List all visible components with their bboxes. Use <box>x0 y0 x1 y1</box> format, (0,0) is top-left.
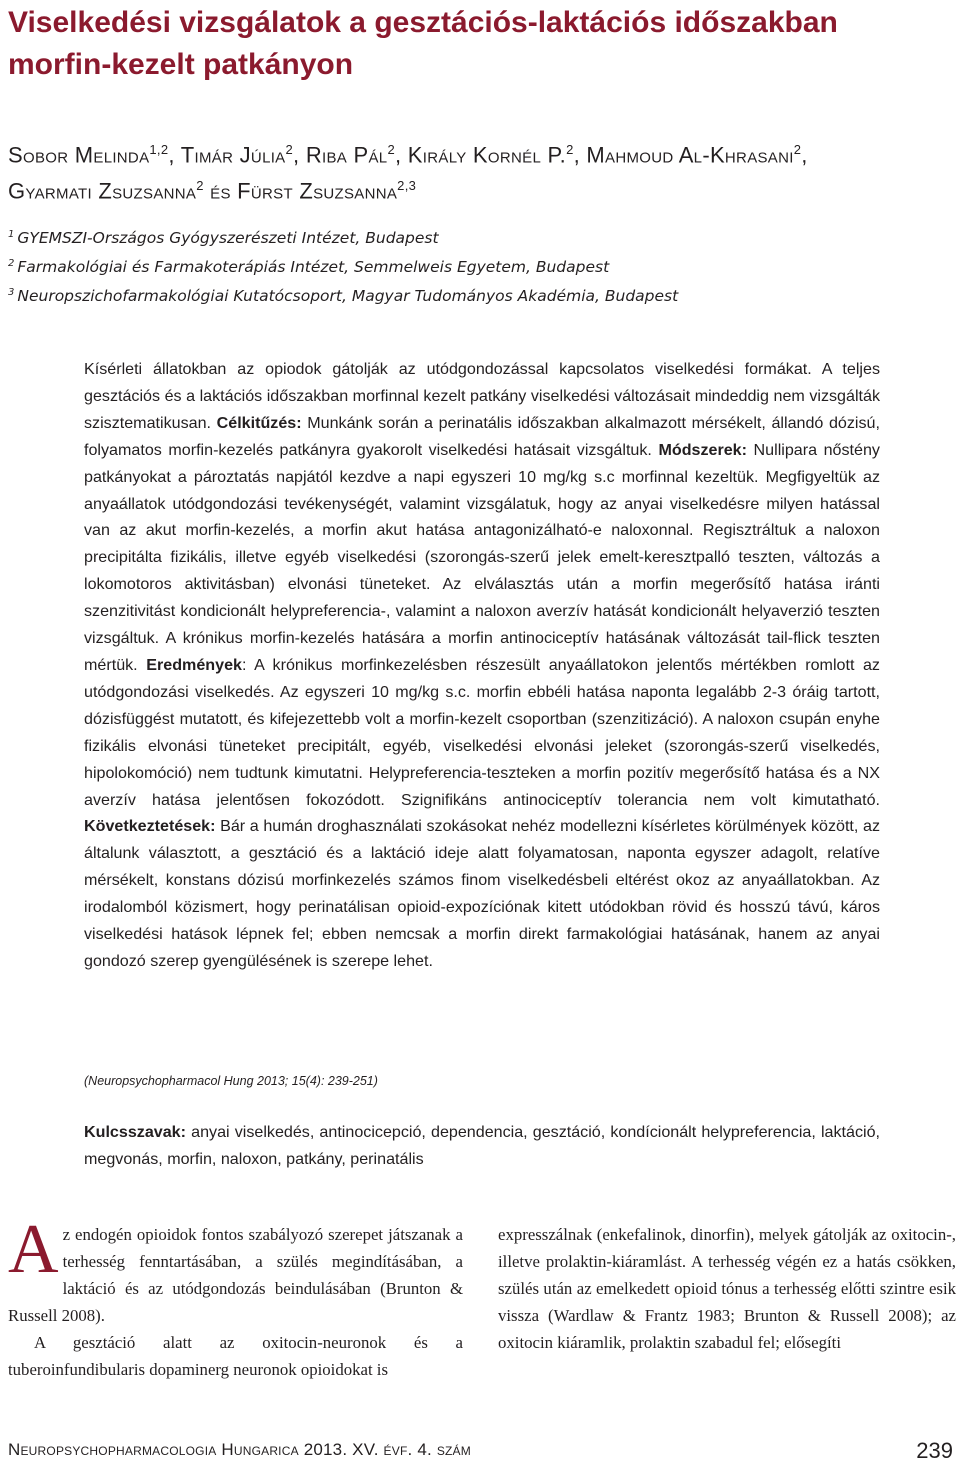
author-affiliation-mark: 2,3 <box>397 178 417 194</box>
affiliation-text: Farmakológiai és Farmakoterápiás Intézet, Semmelweis Egyetem, Budapest <box>17 258 610 277</box>
abstract-intro: Kísérleti állatokban az opiodok gátolják az utódgondozással kapcsolatos viselkedési formákat. A teljes gesztációs és a laktációs időszakban morfinnal kezelt patkány viselkedési változásait mindeddig nem vizsgálták szisztematikusan. <box>84 360 880 432</box>
affiliation-item <box>8 222 953 251</box>
abstract-methods: Nullipara nőstény patkányokat a pároztatás napjától kezdve a napi egyszeri 10 mg/kg s.c morfinnal kezeltük. Megfigyeltük az anyaállatok utódgondozási tevékenységét, valamint vizsgálatuk, hogy az anyai viselkedésre milyen hatással van az akut morfin-kezelés, a morfin akut hatása antagonizálható-e naloxonnal. Regisztráltuk a naloxon precipitálta fizikális, illetve egyéb viselkedési (szorongás-szerű jelek emelt-keresztpalló teszten, változás a lokomotoros aktivitásban) elvonási tüneteket. Az elválasztás után a morfin megerősítő hatása iránti szenzitivitást kondicionált helypreferencia-, valamint a naloxon averzív hatását kondicionált helyaverzió teszten vizsgáltuk. A krónikus morfin-kezelés hatására a morfin antinociceptív hatásának változását tail-flick teszten mértük. <box>84 440 880 674</box>
author-name: , Timár Júlia <box>168 142 286 168</box>
drop-cap: A <box>8 1211 59 1288</box>
author-affiliation-mark: 1,2 <box>149 142 169 157</box>
body-paragraph-text: z endogén opioidok fontos szabályozó szerepet játszanak a terhesség fenntartásában, a szülés megindításában, a laktáció és az utódgondozás beindulásában (Brunton & Russell 2008). <box>8 1225 463 1325</box>
author-name: Sobor Melinda <box>8 142 150 168</box>
journal-name: Neuropsychopharmacologia Hungarica 2013. XV. évf. 4. szám <box>8 1440 471 1459</box>
keywords-label: Kulcsszavak: <box>84 1123 186 1141</box>
affiliation-item <box>8 280 953 309</box>
keywords <box>84 1119 880 1173</box>
affiliation-text: GYEMSZI-Országos Gyógyszerészeti Intézet, Budapest <box>17 229 439 248</box>
author-separator: , <box>801 142 808 168</box>
author-name: , Király Kornél P. <box>394 142 567 168</box>
abstract-conclusions-label: Következtetések: <box>84 817 216 836</box>
body-paragraph: expresszálnak (enkefalinok, dinorfin), melyek gátolják az oxitocin-, illetve prolaktin-kiáramlást. A terhesség végén ez a hatás csökken, szülés után az emelkedett opioid tónus a terhesség előtti szintre esik vissza (Wardlaw & Frantz 1983; Brunton & Russell 2008); az oxitocin kiáramlik, prolaktin szabadul fel; elősegíti <box>498 1225 956 1352</box>
body-column-right <box>498 1222 956 1357</box>
abstract-results-label: Eredmények <box>146 655 242 674</box>
affiliation-number: 1 <box>8 229 15 240</box>
keywords-text: anyai viselkedés, antinocicepció, dependencia, gesztáció, kondícionált helypreferencia, laktáció, megvonás, morfin, naloxon, patkány, perinatális <box>84 1123 880 1168</box>
affiliation-number: 2 <box>8 258 15 270</box>
author-line-2 <box>8 170 953 206</box>
article-title: Viselkedési vizsgálatok a gesztációs-laktációs időszakban morfin-kezelt patkányon <box>8 6 838 81</box>
author-name: , Mahmoud Al-Khrasani <box>573 142 794 168</box>
author-affiliation-mark: 2 <box>285 142 294 157</box>
affiliation-number: 3 <box>8 287 15 299</box>
affiliation-item <box>8 251 953 280</box>
body-column-left <box>8 1211 463 1383</box>
body-paragraph <box>8 1211 463 1330</box>
affiliation-text: Neuropszichofarmakológiai Kutatócsoport, Magyar Tudományos Akadémia, Budapest <box>17 287 679 306</box>
abstract-aim: Munkánk során a perinatális időszakban alkalmazott mérsékelt, állandó dózisú, folyamatos morfin-kezelés patkányra gyakorolt viselkedési hatásait vizsgáltuk. <box>84 413 880 459</box>
author-affiliation-mark: 2 <box>387 142 395 157</box>
abstract-methods-label: Módszerek: <box>658 440 747 459</box>
author-name: és Fürst Zsuzsanna <box>203 178 398 204</box>
page-number: 239 <box>916 1438 953 1463</box>
affiliation-list <box>8 222 953 309</box>
page-footer <box>8 1438 953 1464</box>
abstract <box>84 356 880 975</box>
abstract-results: : A krónikus morfinkezelésben részesült anyaállatokon jelentős mértékben romlott az utódgondozási viselkedés. Az egyszeri 10 mg/kg s.c. morfin ebbéli hatása naponta legalább 2-3 óráig tartott, dózisfüggést mutatott, és kifejezettebb volt a morfin-kezelt csoportban (szenzitizáció). A naloxon csupán enyhe fizikális elvonási tüneteket precipitált, egyéb, viselkedési elvonási jeleket (szorongás-szerű viselkedés, hipolokomóció) nem tudtunk kimutatni. Helypreferencia-teszteken a morfin pozitív megerősítő hatása és a NX averzív hatása jelentősen fokozódott. Szignifikáns antinociceptív tolerancia nem volt kimutatható. <box>84 655 880 809</box>
author-affiliation-mark: 2 <box>566 142 574 157</box>
abstract-aim-label: Célkitűzés: <box>216 413 302 432</box>
author-list <box>8 134 953 207</box>
author-affiliation-mark: 2 <box>793 142 802 157</box>
body-paragraph: A gesztáció alatt az oxitocin-neuronok és a tuberoinfundibularis dopaminerg neuronok opioidokat is <box>8 1332 463 1379</box>
citation: (Neuropsychopharmacol Hung 2013; 15(4): 239-251) <box>84 1074 378 1088</box>
author-affiliation-mark: 2 <box>196 178 204 194</box>
author-name: , Riba Pál <box>293 142 388 168</box>
author-line-1 <box>8 134 953 170</box>
author-name: Gyarmati Zsuzsanna <box>8 178 197 204</box>
abstract-conclusions: Bár a humán droghasználati szokásokat nehéz modellezni kísérletes körülmények között, az általunk választott, a gesztáció és a laktáció ideje alatt folyamatosan, naponta egyszer adagolt, relatíve mérsékelt, konstans dózisú morfinkezelés számos finom viselkedésbeli eltérést okoz az anyaállatokban. Az irodalomból közismert, hogy perinatálisan opioid-expozíciónak kitett utódokban rövid és hosszú távú, káros viselkedési hatások lépnek fel; ebben nemcsak a morfin direkt farmakológiai hatásának, hanem az anyai gondozó szerep gyengülésének is szerepe lehet. <box>84 817 880 970</box>
